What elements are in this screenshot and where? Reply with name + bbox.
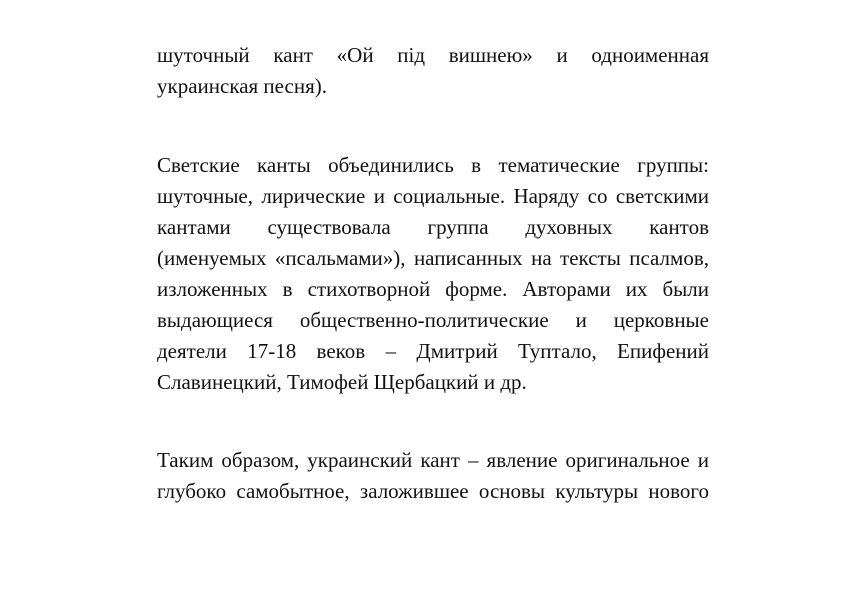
paragraph-3 bbox=[157, 445, 709, 507]
paragraph-2-line-6: выдающиеся общественно-политические и церковные bbox=[157, 308, 709, 332]
paragraph-2-line-7: деятели 17-18 веков – Дмитрий Туптало, Епифений bbox=[157, 339, 709, 363]
paragraph-2-line-1: Светские канты объединились в тематические группы: bbox=[157, 153, 709, 177]
paragraph-1 bbox=[157, 40, 709, 102]
paragraph-2-line-3: кантами существовала группа духовных кантов bbox=[157, 215, 709, 239]
paragraph-3-line-1: Таким образом, украинский кант – явление оригинальное и bbox=[157, 448, 709, 472]
paragraph-1-line-2: украинская песня). bbox=[157, 74, 327, 98]
paragraph-2-line-5: изложенных в стихотворной форме. Авторами их были bbox=[157, 277, 709, 301]
paragraph-2-line-8: Славинецкий, Тимофей Щербацкий и др. bbox=[157, 370, 527, 394]
paragraph-2 bbox=[157, 150, 709, 398]
paragraph-2-line-2: шуточные, лирические и социальные. Наряду со светскими bbox=[157, 184, 709, 208]
paragraph-1-line-1: шуточный кант «Ой під вишнею» и одноименная bbox=[157, 43, 709, 67]
paragraph-3-line-2: глубоко самобытное, заложившее основы культуры нового bbox=[157, 479, 709, 503]
paragraph-2-line-4: (именуемых «псальмами»), написанных на тексты псалмов, bbox=[157, 246, 709, 270]
